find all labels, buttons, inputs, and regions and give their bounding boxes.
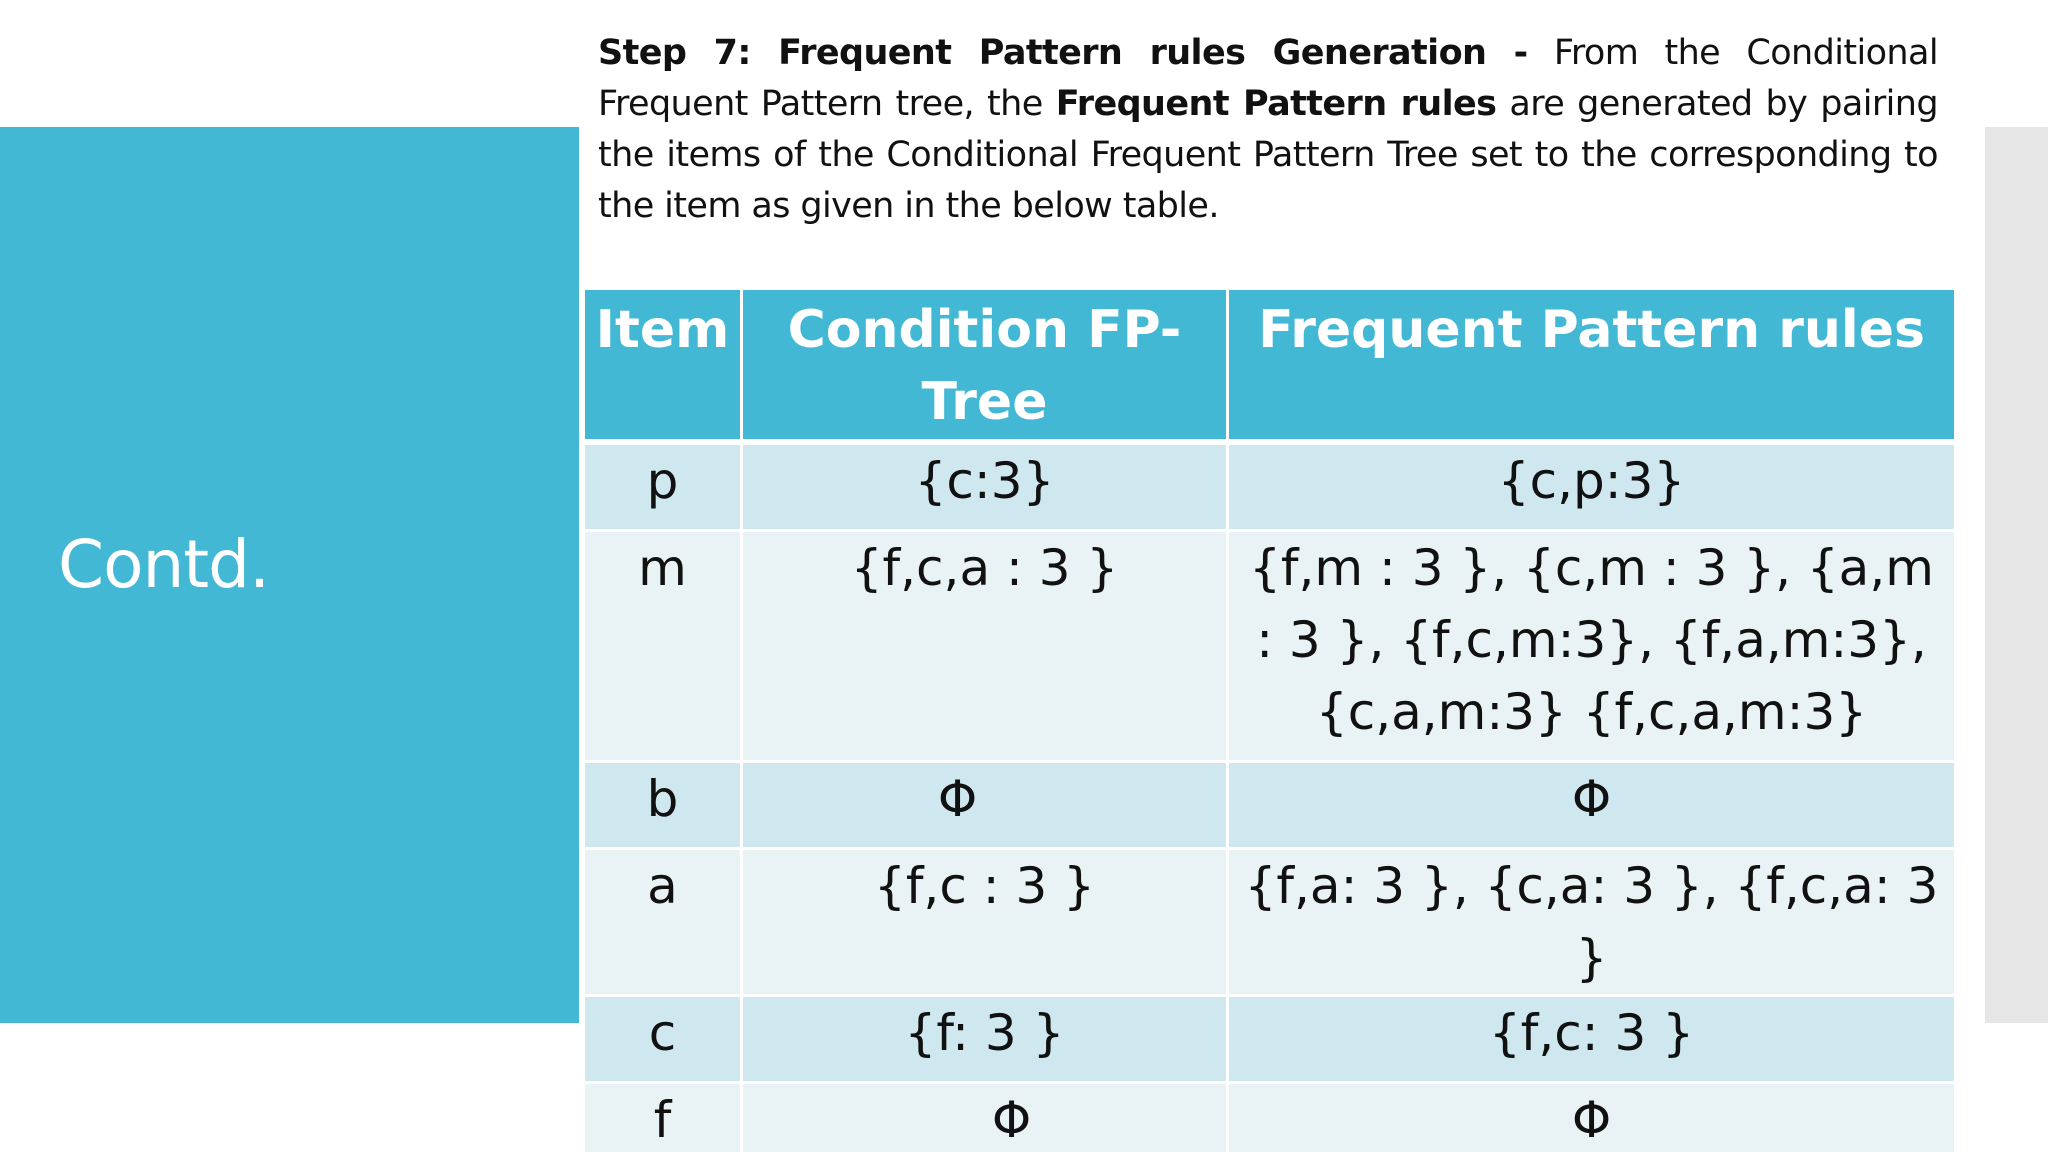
intro-bold-mid: Frequent Pattern rules [1055,84,1497,124]
slide-title: Contd. [58,526,270,603]
cell-rules: Φ [1228,1082,1956,1152]
cell-item: c [584,995,742,1082]
table-row [584,761,1956,848]
header-frequent-pattern-rules: Frequent Pattern rules [1228,290,1956,442]
frequent-pattern-table [582,290,1957,1152]
header-condition-fp-tree: Condition FP-Tree [742,290,1228,442]
intro-paragraph [598,28,1938,232]
cell-condition: {f: 3 } [742,995,1228,1082]
cell-condition: Φ [742,1082,1228,1152]
table-row [584,848,1956,995]
cell-rules: {f,c: 3 } [1228,995,1956,1082]
cell-rules: Φ [1228,761,1956,848]
cell-item: b [584,761,742,848]
cell-condition: {f,c,a : 3 } [742,530,1228,761]
intro-bold-lead: Step 7: Frequent Pattern rules Generation - [598,33,1528,73]
cell-condition: {f,c : 3 } [742,848,1228,995]
table-row [584,530,1956,761]
intro-text-1: From the Conditional Frequent Pattern tree, the [598,33,1938,124]
intro-text-2: are generated by pairing the items of the Conditional Frequent Pattern Tree set to the corresponding to the item as given in the below table. [598,84,1938,226]
cell-item: m [584,530,742,761]
table-row [584,1082,1956,1152]
cell-rules: {f,m : 3 }, {c,m : 3 }, {a,m : 3 }, {f,c,m:3}, {f,a,m:3}, {c,a,m:3} {f,c,a,m:3} [1228,530,1956,761]
cell-condition: Φ [742,761,1228,848]
cell-item: p [584,442,742,530]
cell-item: f [584,1082,742,1152]
header-item: Item [584,290,742,442]
cell-rules: {c,p:3} [1228,442,1956,530]
table-header-row [584,290,1956,442]
table-row [584,442,1956,530]
cell-rules: {f,a: 3 }, {c,a: 3 }, {f,c,a: 3 } [1228,848,1956,995]
side-accent-bar [1985,127,2048,1023]
cell-condition: {c:3} [742,442,1228,530]
table-row [584,995,1956,1082]
cell-item: a [584,848,742,995]
